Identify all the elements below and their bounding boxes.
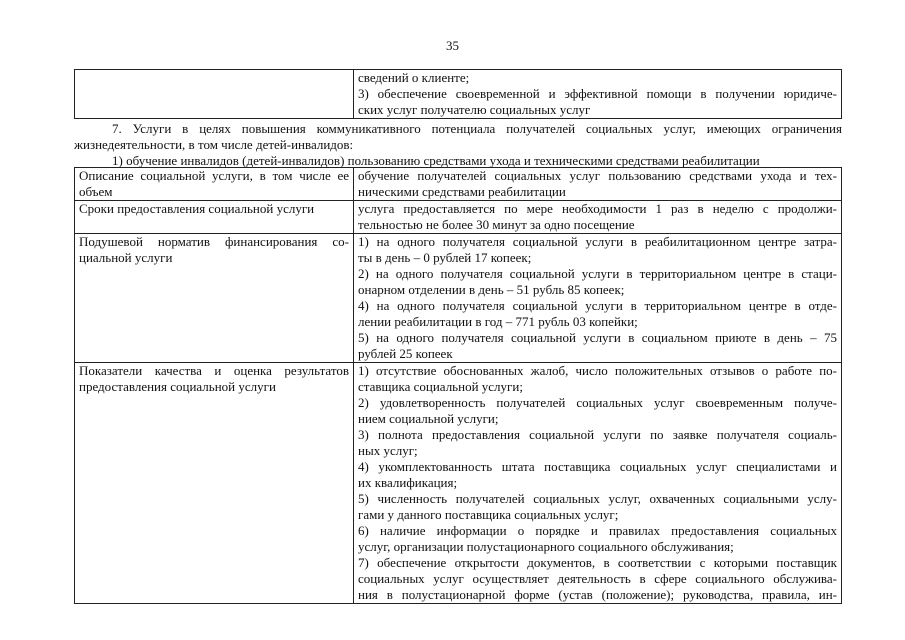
row-label-description: Описание социальной услуги, в том числе ее объем [75,168,354,201]
row-value-description: обучение получателей социальных услуг пользованию средствами ухода и тех- ническими средствами реабилитации [354,168,842,201]
table-row [75,70,842,119]
row-label-terms: Сроки предоставления социальной услуги [75,201,354,234]
continuation-table [74,69,842,119]
page-number: 35 [446,38,459,53]
text-line: 3) обеспечение своевременной и эффективной помощи в получении юридиче- [358,86,837,101]
table-row [75,363,842,604]
section-subheading: 1) обучение инвалидов (детей-инвалидов) пользованию средствами ухода и техническими средствами реабилитации [112,153,760,168]
row-value-terms: услуга предоставляется по мере необходимости 1 раз в неделю с продолжи- тельностью не более 30 минут за одно посещение [354,201,842,234]
empty-cell [75,70,354,119]
continuation-cell [354,70,842,119]
text-line: ских услуг получателю социальных услуг [358,102,591,117]
row-label-quality: Показатели качества и оценка результатов предоставления социальной услуги [75,363,354,604]
row-value-funding: 1) на одного получателя социальной услуги в реабилитационном центре затра- ты в день – 0 рублей 17 копеек; 2) на одного получателя социальной услуги в территориальном центре в стаци- онарном отделении в день – 51 рубль 85 копеек; 4) на одного получателя социальной услуги в территориальном центре в отде- лении реабилитации в год – 771 рубль 03 копейки; 5) на одного получателя социальной услуги в социальном приюте в день – 75 рублей 25 копеек [354,234,842,363]
row-value-quality: 1) отсутствие обоснованных жалоб, число положительных отзывов о работе по- ставщика социальной услуги; 2) удовлетворенность получателей социальных услуг своевременным получе- нием социальной услуги; 3) полнота предоставления социальной услуги по заявке получателя социаль- ных услуг; 4) укомплектованность штата поставщика социальных услуг специалистами и их квалификация; 5) численность получателей социальных услуг, охваченных социальными услу- гами у данного поставщика социальных услуг; 6) наличие информации о порядке и правилах предоставления социальных услуг, организации полустационарного социального обслуживания; 7) обеспечение открытости документов, в соответствии с которыми поставщик социальных услуг осуществляет деятельность в сфере социального обслужива- ния в полустационарной форме (устав (положение); руководства, правила, ин- [354,363,842,604]
table-row [75,168,842,201]
section-heading-line2: жизнедеятельности, в том числе детей-инвалидов: [74,137,354,152]
section-heading-line1: 7. Услуги в целях повышения коммуникативного потенциала получателей социальных услуг, имеющих ограничения [112,121,842,136]
row-label-funding: Подушевой норматив финансирования со- циальной услуги [75,234,354,363]
table-row [75,234,842,363]
table-row [75,201,842,234]
text-line: сведений о клиенте; [358,70,470,85]
service-table [74,167,842,604]
